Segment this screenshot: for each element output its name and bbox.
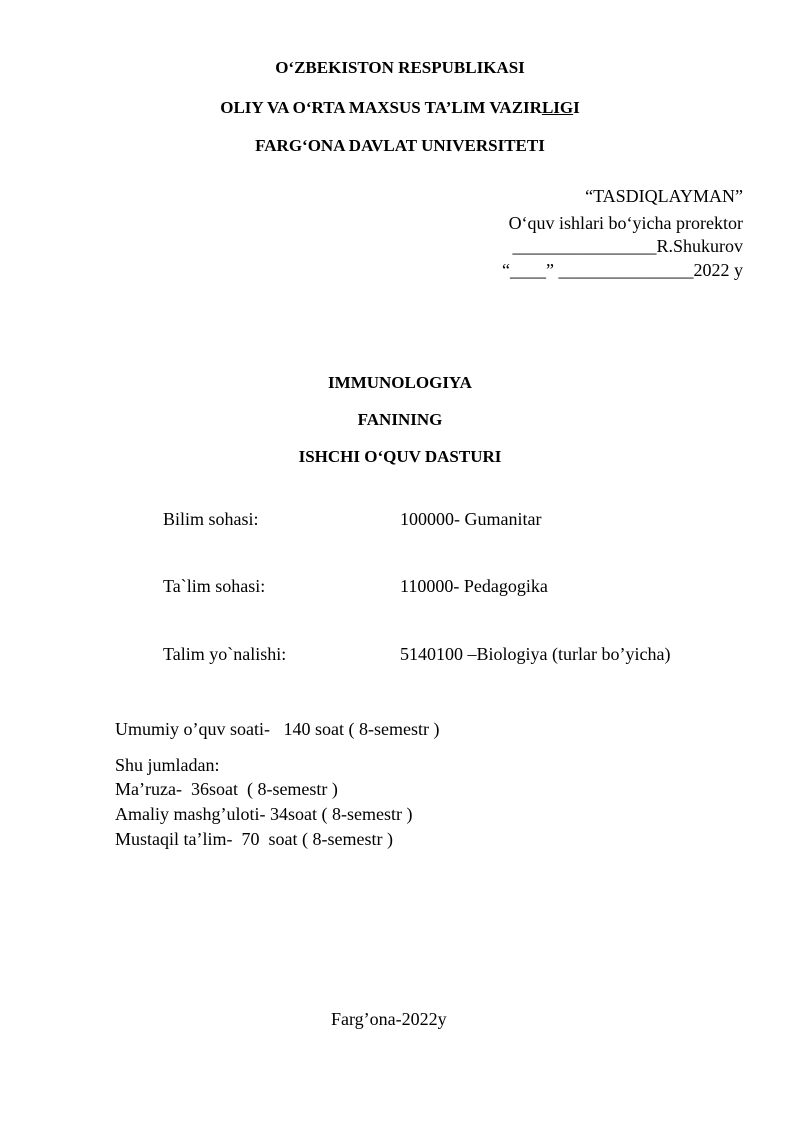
field-value-direction: 5140100 –Biologiya (turlar bo’yicha) bbox=[400, 644, 671, 664]
lecture-hours: Ma’ruza- 36soat ( 8-semestr ) bbox=[115, 779, 338, 799]
including-label: Shu jumladan: bbox=[115, 755, 220, 775]
independent-hours: Mustaqil ta’lim- 70 soat ( 8-semestr ) bbox=[115, 829, 393, 849]
field-label-education-area: Ta`lim sohasi: bbox=[163, 576, 266, 596]
practice-hours: Amaliy mashg’uloti- 34soat ( 8-semestr ) bbox=[115, 804, 413, 824]
approval-date-line: “____” _______________2022 y bbox=[502, 260, 743, 280]
ministry-name-underlined: LIG bbox=[541, 98, 574, 117]
ministry-name-line bbox=[0, 98, 800, 118]
field-label-knowledge-area: Bilim sohasi: bbox=[163, 509, 259, 529]
approval-position: O‘quv ishlari bo‘yicha prorektor bbox=[508, 213, 743, 233]
field-value-knowledge-area: 100000- Gumanitar bbox=[400, 509, 542, 529]
field-value-education-area: 110000- Pedagogika bbox=[400, 576, 548, 596]
subject-name: IMMUNOLOGIYA bbox=[328, 373, 472, 392]
place-year: Farg’ona-2022y bbox=[331, 1009, 447, 1029]
approval-signature-line: ________________R.Shukurov bbox=[512, 236, 743, 256]
university-name: FARG‘ONA DAVLAT UNIVERSITETI bbox=[255, 136, 545, 155]
total-hours: Umumiy o’quv soati- 140 soat ( 8-semestr ) bbox=[115, 719, 440, 739]
approval-title: “TASDIQLAYMAN” bbox=[585, 186, 743, 206]
field-label-direction: Talim yo`nalishi: bbox=[163, 644, 287, 664]
subject-line3: ISHCHI O‘QUV DASTURI bbox=[298, 447, 502, 466]
ministry-name-tail: I bbox=[573, 98, 580, 117]
ministry-name-main: OLIY VA O‘RTA MAXSUS TA’LIM VAZIR bbox=[220, 98, 542, 117]
ministry-republic-line: O‘ZBEKISTON RESPUBLIKASI bbox=[275, 58, 525, 77]
subject-line2: FANINING bbox=[357, 410, 443, 429]
